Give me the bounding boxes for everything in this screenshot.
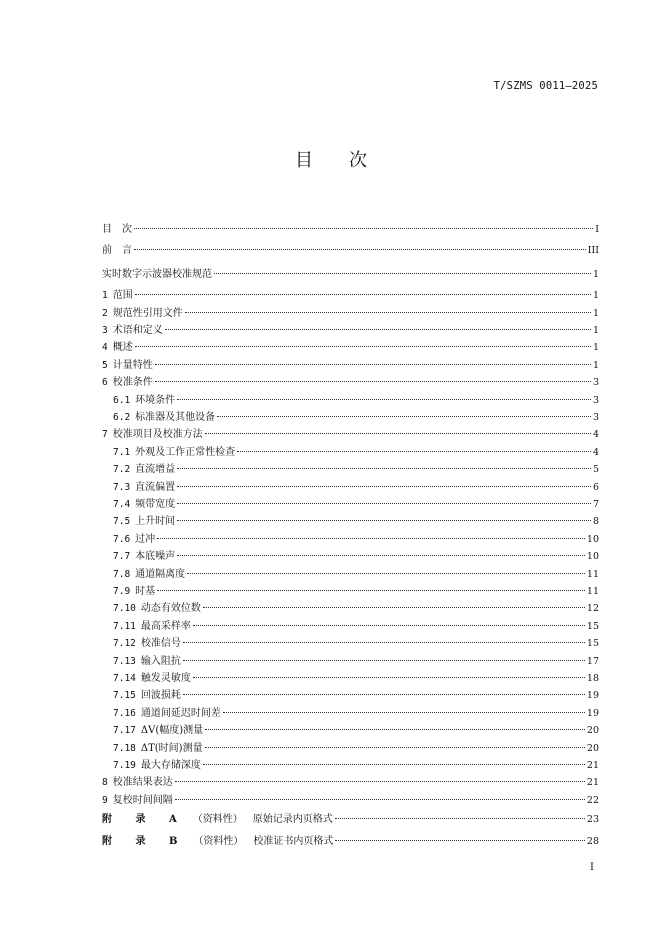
footer-page-number: I [590, 862, 594, 873]
appendix-page: 28 [586, 836, 599, 848]
toc-entry-title [102, 565, 185, 580]
toc-leader-dots [135, 346, 591, 347]
toc-leader-dots [237, 451, 591, 452]
toc-leader-dots [187, 573, 585, 574]
toc-entry-page: 18 [586, 673, 599, 684]
toc-entry[interactable] [102, 391, 599, 405]
toc-entry-title [102, 265, 212, 280]
toc-entry[interactable] [102, 408, 599, 422]
toc-entry-number: 1 [102, 290, 108, 302]
toc-entry-label: 规范性引用文件 [112, 307, 183, 319]
toc-entry[interactable] [102, 599, 599, 613]
toc-entry-page: 1 [592, 290, 599, 302]
toc-entry-label: 计量特性 [112, 359, 153, 371]
toc-entry-title [102, 669, 191, 684]
toc-entry-title [102, 756, 201, 771]
toc-leader-dots [193, 625, 585, 626]
toc-entry[interactable] [102, 773, 599, 787]
toc-entry-title [102, 356, 153, 371]
toc-entry-number: 6.1 [113, 394, 131, 406]
toc-entry-number: 7.4 [113, 499, 131, 510]
toc-entry-label: 校准结果表达 [112, 777, 173, 789]
toc-entry-number: 7.3 [113, 481, 131, 493]
toc-entry-page: 15 [586, 638, 599, 650]
toc-leader-dots [217, 416, 591, 417]
toc-entry-number: 7.1 [113, 446, 131, 458]
toc-entry[interactable] [102, 460, 599, 474]
toc-entry-label: 实时数字示波器校准规范 [102, 268, 212, 280]
toc-entry-page: 19 [586, 690, 599, 702]
toc-entry-title [102, 220, 132, 235]
toc-entry-title [102, 773, 173, 788]
appendix-label: 附 录 B [102, 836, 188, 848]
toc-entry-label: 标准器及其他设备 [135, 412, 216, 423]
toc-leader-dots [183, 642, 585, 643]
toc-entry-label: 频带宽度 [135, 499, 176, 510]
appendix-type: （资料性） [193, 836, 244, 848]
toc-entry-number: 7.9 [113, 586, 131, 597]
toc-entry-title [102, 547, 175, 562]
toc-leader-dots [183, 660, 585, 661]
toc-entry-page: 12 [586, 603, 599, 615]
appendix-title [102, 810, 333, 825]
toc-entry-title [102, 530, 155, 545]
title-char-2: 次 [349, 150, 367, 171]
toc-entry-page: 21 [586, 777, 599, 789]
toc-leader-dots [214, 273, 591, 274]
toc-entry-number: 3 [102, 325, 108, 336]
toc-entry-label: 外观及工作正常性检查 [135, 446, 236, 458]
toc-entry[interactable] [102, 530, 599, 544]
toc-entry[interactable] [102, 304, 599, 318]
toc-entry-page: 3 [592, 412, 599, 423]
title-char-1: 目 [295, 150, 313, 171]
toc-entry[interactable] [102, 443, 599, 457]
toc-entry-label: 术语和定义 [112, 325, 163, 336]
toc-entry[interactable] [102, 704, 599, 718]
toc-entry-label: 动态有效位数 [140, 603, 201, 615]
toc-leader-dots [155, 364, 591, 365]
toc-entry-title [102, 599, 201, 614]
toc-entry-label: 概述 [112, 342, 133, 354]
toc-leader-dots [335, 818, 585, 819]
toc-entry-page: 7 [592, 499, 599, 510]
toc-entry-title [102, 739, 203, 754]
toc-leader-dots [157, 590, 585, 591]
toc-entry-number: 7.13 [113, 655, 136, 667]
toc-entry[interactable] [102, 338, 599, 352]
toc-entry-page: 6 [592, 481, 599, 493]
toc-entry-title [102, 791, 173, 806]
toc-entry-label: 最大存储深度 [140, 760, 201, 771]
appendix-name: 校准证书内页格式 [253, 836, 334, 848]
toc-entry[interactable] [102, 791, 599, 805]
toc-entry-title [102, 408, 215, 423]
toc-entry-title [102, 512, 175, 527]
toc-entry-label: 复校时间间隔 [112, 794, 173, 806]
toc-leader-dots [205, 433, 591, 434]
toc-entry-page: 11 [586, 568, 599, 580]
toc-leader-dots [185, 312, 591, 313]
toc-entry-page: 17 [586, 655, 599, 667]
toc-entry-number: 7.11 [113, 620, 136, 632]
toc-entry[interactable] [102, 721, 599, 735]
toc-entry-label: ΔT(时间)测量 [140, 742, 203, 754]
toc-entry[interactable] [102, 286, 599, 300]
toc-entry-label: 上升时间 [135, 516, 176, 528]
toc-entry-title [102, 634, 181, 649]
toc-entry-title [102, 721, 203, 736]
toc-entry-label: 本底噪声 [135, 551, 176, 563]
toc-entry[interactable] [102, 756, 599, 770]
toc-entry-title [102, 652, 181, 667]
toc-entry-label: 环境条件 [135, 394, 176, 406]
toc-entry-page: III [587, 245, 599, 257]
toc-leader-dots [134, 249, 586, 250]
toc-entry-title [102, 286, 133, 301]
toc-entry-number: 7.18 [113, 742, 136, 754]
toc-entry-page: 4 [592, 446, 599, 458]
toc-entry[interactable] [102, 547, 599, 561]
toc-entry-title [102, 373, 153, 388]
toc-leader-dots [177, 399, 591, 400]
toc-entry-label: 直流增益 [135, 464, 176, 476]
toc-entry-page: 10 [586, 551, 599, 563]
toc-entry-title [102, 425, 203, 440]
toc-leader-dots [177, 503, 591, 504]
toc-entry-label: 校准信号 [140, 638, 181, 650]
appendix-name: 原始记录内页格式 [252, 814, 333, 826]
toc-leader-dots [134, 228, 593, 229]
toc-entry-label: 通道间延迟时间差 [140, 707, 221, 719]
toc-entry[interactable] [102, 634, 599, 648]
toc-entry-label: 输入阻抗 [140, 655, 181, 667]
toc-leader-dots [205, 729, 585, 730]
toc-entry-page: 1 [592, 307, 599, 319]
toc-entry-title [102, 582, 155, 597]
toc-entry[interactable] [102, 265, 599, 279]
toc-entry-page: 20 [586, 742, 599, 754]
toc-entry[interactable] [102, 356, 599, 370]
toc-leader-dots [135, 294, 591, 295]
toc-leader-dots [203, 764, 585, 765]
toc-entry-title [102, 478, 175, 493]
toc-entry-page: 3 [592, 394, 599, 406]
toc-entry-label: 回波损耗 [140, 690, 181, 702]
toc-entry-page: 1 [592, 342, 599, 354]
toc-entry[interactable] [102, 565, 599, 579]
toc-entry-page: 4 [592, 429, 599, 441]
toc-entry-page: 21 [586, 760, 599, 771]
toc-appendix-entry[interactable] [102, 832, 599, 846]
toc-entry-number: 7.7 [113, 551, 131, 563]
toc-entry-number: 7.17 [113, 725, 136, 737]
toc-appendix-entry[interactable] [102, 810, 599, 824]
toc-entry-page: 11 [586, 586, 599, 597]
toc-entry-label: 范围 [112, 290, 133, 302]
toc-leader-dots [157, 538, 585, 539]
standard-code: T/SZMS 0011—2025 [493, 80, 598, 92]
toc-leader-dots [223, 712, 585, 713]
toc-entry[interactable] [102, 686, 599, 700]
toc-leader-dots [335, 840, 584, 841]
toc-entry-number: 7 [102, 429, 108, 441]
toc-entry[interactable] [102, 478, 599, 492]
toc-entry[interactable] [102, 582, 599, 596]
toc-entry-page: 1 [592, 268, 599, 280]
toc-entry-number: 7.5 [113, 516, 131, 528]
toc-entry-label: 最高采样率 [140, 620, 191, 632]
toc-entry-page: 19 [586, 707, 599, 719]
toc-entry-number: 5 [102, 359, 108, 371]
toc-entry[interactable] [102, 373, 599, 387]
toc-entry-page: I [595, 224, 599, 235]
toc-entry-number: 7.15 [113, 690, 136, 702]
toc-leader-dots [177, 486, 591, 487]
toc-entry-label: 时基 [135, 586, 156, 597]
toc-leader-dots [203, 607, 585, 608]
toc-entry-page: 15 [586, 620, 599, 632]
toc-entry-number: 2 [102, 307, 108, 319]
toc-entry[interactable] [102, 669, 599, 683]
toc-leader-dots [177, 520, 591, 521]
toc-entry[interactable] [102, 739, 599, 753]
toc-entry-title [102, 241, 132, 256]
toc-entry-number: 9 [102, 794, 108, 806]
toc-entry-number: 7.12 [113, 638, 136, 650]
toc-entry-number: 7.6 [113, 533, 131, 545]
page-title [0, 146, 662, 172]
toc-leader-dots [155, 381, 591, 382]
toc-entry-page: 20 [586, 725, 599, 737]
toc-entry-label: 过冲 [135, 533, 156, 545]
toc-entry-number: 7.16 [113, 707, 136, 719]
toc-leader-dots [177, 468, 591, 469]
toc-entry-number: 7.14 [113, 673, 136, 684]
appendix-label: 附 录 A [102, 814, 187, 826]
toc-entry-page: 22 [586, 794, 599, 806]
toc-entry[interactable] [102, 321, 599, 335]
toc-entry[interactable] [102, 241, 599, 255]
toc-entry-title [102, 391, 175, 406]
toc-entry[interactable] [102, 425, 599, 439]
toc-entry[interactable] [102, 495, 599, 509]
toc-entry-number: 4 [102, 342, 108, 354]
toc-entry-label: 前 言 [102, 245, 132, 257]
toc-entry-title [102, 686, 181, 701]
toc-leader-dots [177, 555, 585, 556]
toc-entry-page: 1 [592, 325, 599, 336]
toc-leader-dots [165, 329, 591, 330]
toc-entry-number: 7.2 [113, 464, 131, 476]
toc-entry-number: 8 [102, 777, 108, 789]
toc-entry-page: 3 [592, 377, 599, 389]
toc-entry-page: 1 [592, 359, 599, 371]
toc-entry-page: 10 [586, 533, 599, 545]
toc-entry[interactable] [102, 652, 599, 666]
toc-entry-page: 8 [592, 516, 599, 528]
toc-entry[interactable] [102, 617, 599, 631]
toc-leader-dots [175, 799, 585, 800]
toc-entry-label: 直流偏置 [135, 481, 176, 493]
appendix-type: （资料性） [192, 814, 243, 826]
appendix-page: 23 [586, 814, 599, 826]
toc-entry-title [102, 321, 163, 336]
toc-entry-label: 目 次 [102, 224, 132, 235]
toc-entry-number: 7.10 [113, 603, 136, 615]
toc-entry[interactable] [102, 220, 599, 234]
toc-entry-title [102, 443, 235, 458]
toc-leader-dots [205, 747, 585, 748]
toc-entry-title [102, 495, 175, 510]
toc-entry-number: 7.8 [113, 568, 131, 580]
toc-entry-title [102, 338, 133, 353]
toc-entry-label: 触发灵敏度 [140, 673, 191, 684]
toc-entry-label: 通道隔离度 [135, 568, 186, 580]
appendix-title [102, 832, 333, 847]
toc-entry-number: 7.19 [113, 760, 136, 771]
toc-entry-title [102, 704, 221, 719]
toc-entry-number: 6.2 [113, 412, 131, 423]
toc-entry-label: ΔV(幅度)测量 [140, 725, 204, 737]
toc-leader-dots [183, 694, 585, 695]
toc-entry-title [102, 460, 175, 475]
toc-entry-label: 校准项目及校准方法 [112, 429, 203, 441]
toc-entry-number: 6 [102, 377, 108, 389]
toc-entry[interactable] [102, 512, 599, 526]
toc-entry-title [102, 617, 191, 632]
toc-entry-label: 校准条件 [112, 377, 153, 389]
toc-entry-title [102, 304, 183, 319]
toc-leader-dots [175, 781, 585, 782]
toc-entry-page: 5 [592, 464, 599, 476]
toc-leader-dots [193, 677, 585, 678]
